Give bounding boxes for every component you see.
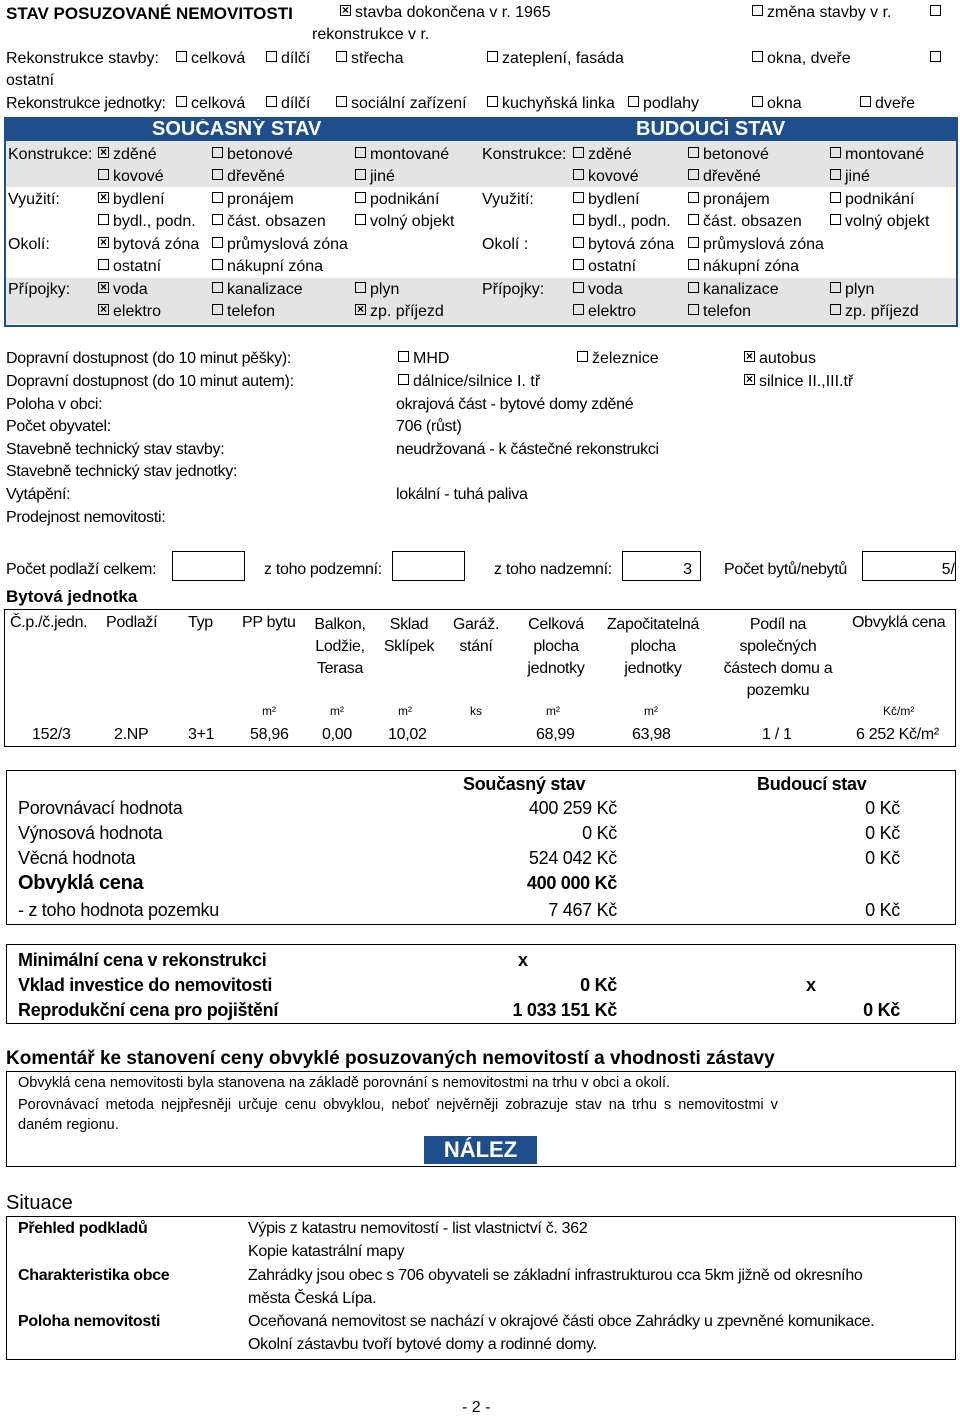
checkbox-icon[interactable]: [355, 147, 366, 158]
ju-celkova: m²: [546, 704, 560, 718]
oc-row-future: 0 Kč: [865, 900, 900, 920]
sit-line: Okolní zástavbu tvoří bytové domy a rodinné domy.: [248, 1336, 597, 1353]
checkbox-icon[interactable]: [573, 259, 584, 270]
rk-current-vklad: 0 Kč: [580, 975, 617, 995]
konstrukce-label: Konstrukce:: [8, 146, 93, 163]
rj-opt-podlahy: podlahy: [628, 95, 699, 113]
kf-kovove: kovové: [573, 168, 639, 186]
kf-drevene: dřevěné: [688, 168, 761, 186]
checkbox-icon[interactable]: [573, 214, 584, 225]
checkbox-icon[interactable]: [266, 96, 277, 107]
oc-row-current-obvykla: 400 000 Kč: [526, 873, 617, 893]
vf-cast-obsazen: část. obsazen: [688, 213, 802, 231]
pocet-obyv-label: Počet obyvatel:: [6, 418, 111, 435]
vytapeni-label: Vytápění:: [6, 486, 71, 503]
p-zp-prijezd: × zp. příjezd: [355, 303, 444, 321]
sit-line: Zahrádky jsou obec s 706 obyvateli se základní infrastrukturou cca 5km jižně od okresního: [248, 1267, 863, 1284]
o-bytova: × bytová zóna: [98, 236, 199, 254]
vf-bydleni: bydlení: [573, 191, 640, 209]
komentar-line3: daném regionu.: [18, 1117, 119, 1133]
pf-voda: voda: [573, 281, 623, 299]
rj-opt-socialni: sociální zařízení: [336, 95, 467, 113]
p-telefon: telefon: [212, 303, 275, 321]
oc-row-future: 0 Kč: [865, 823, 900, 843]
rj-opt-dilci: dílčí: [266, 95, 310, 113]
jr-podil: 1 / 1: [762, 726, 792, 743]
vyuziti-label: Využití:: [8, 191, 60, 208]
checkbox-icon[interactable]: [212, 147, 223, 158]
poloha-value: okrajová část - bytové domy zděné: [396, 396, 634, 413]
jr-zapocitatelna: 63,98: [632, 726, 671, 743]
byty-label: Počet bytů/nebytů: [724, 561, 847, 578]
podzemni-field[interactable]: [392, 551, 465, 581]
page-number: - 2 -: [462, 1399, 491, 1416]
komentar-line1: Obvyklá cena nemovitosti byla stanovena na základě porovnání s nemovitostmi na trhu v obci a okolí.: [18, 1075, 671, 1091]
kf-montovane: montované: [830, 146, 924, 164]
jh-cena: Obvyklá cena: [852, 614, 946, 631]
jh-balkon: Balkon, Lodžie, Terasa: [314, 616, 366, 677]
v-volny: volný objekt: [355, 213, 455, 231]
checkbox-checked-icon[interactable]: [744, 374, 755, 385]
rs-opt-ostatni: ostatní: [6, 72, 55, 89]
podlazi-celkem-label: Počet podlaží celkem:: [6, 561, 157, 578]
checkbox-icon[interactable]: [688, 214, 699, 225]
oc-row-label: - z toho hodnota pozemku: [18, 900, 219, 920]
o-prumyslova: průmyslová zóna: [212, 236, 348, 254]
p-plyn: plyn: [355, 281, 399, 299]
checkbox-icon[interactable]: [930, 51, 941, 62]
checkbox-icon[interactable]: [573, 169, 584, 180]
jr-cp: 152/3: [32, 726, 71, 743]
vf-volny: volný objekt: [830, 213, 930, 231]
oc-row-label-obvykla: Obvyklá cena: [18, 872, 144, 894]
dd-autobus: × autobus: [744, 350, 816, 368]
kf-betonove: betonové: [688, 146, 769, 164]
oc-current-head: Současný stav: [463, 774, 586, 794]
checkbox-icon[interactable]: [212, 304, 223, 315]
pripojky-label: Přípojky:: [8, 281, 71, 298]
checkbox-checked-icon[interactable]: [98, 192, 109, 203]
pf-kanalizace: kanalizace: [688, 281, 779, 299]
checkbox-icon[interactable]: [860, 96, 871, 107]
rj-opt-kuchynska: kuchyňská linka: [487, 95, 615, 113]
jr-typ: 3+1: [188, 726, 215, 743]
checkbox-icon[interactable]: [98, 169, 109, 180]
oc-row-current: 524 042 Kč: [528, 848, 617, 868]
jh-cp: Č.p./č.jedn.: [10, 614, 88, 631]
checkbox-icon[interactable]: [752, 96, 763, 107]
checkbox-checked-icon[interactable]: [98, 282, 109, 293]
nalez-banner: NÁLEZ: [424, 1136, 537, 1164]
k-zdene: × zděné: [98, 146, 157, 164]
pocet-obyv-value: 706 (růst): [396, 418, 462, 435]
jr-podlazi: 2.NP: [114, 726, 149, 743]
vf-podnikani: podnikání: [830, 191, 914, 209]
ju-pp: m²: [262, 704, 276, 718]
checkbox-icon[interactable]: [266, 51, 277, 62]
dd-mhd: MHD: [398, 350, 449, 368]
stavba-dokoncena: × stavba dokončena v r. 1965: [340, 4, 551, 22]
kf-zdene: zděné: [573, 146, 632, 164]
checkbox-checked-icon[interactable]: [340, 5, 351, 16]
o-nakupni: nákupní zóna: [212, 258, 323, 276]
checkbox-icon[interactable]: [688, 147, 699, 158]
pf-plyn: plyn: [830, 281, 874, 299]
k-betonove: betonové: [212, 146, 293, 164]
dd-silnice: × silnice II.,III.tř: [744, 373, 853, 391]
sit-line: Kopie katastrální mapy: [248, 1243, 405, 1260]
checkbox-icon[interactable]: [573, 147, 584, 158]
k-montovane: montované: [355, 146, 449, 164]
jednotka-title: Bytová jednotka: [6, 587, 138, 606]
checkbox-checked-icon[interactable]: [98, 147, 109, 158]
pripojky-label-future: Přípojky:: [482, 281, 545, 298]
dd-zeleznice: železnice: [577, 350, 659, 368]
v-podnikani: podnikání: [355, 191, 439, 209]
checkbox-icon[interactable]: [830, 304, 841, 315]
checkbox-icon[interactable]: [336, 96, 347, 107]
rekonstrukce-stavby-label: Rekonstrukce stavby:: [6, 50, 159, 67]
stav-stavby-value: neudržovaná - k částečné rekonstrukci: [396, 441, 659, 458]
jr-sklad: 10,02: [388, 726, 427, 743]
rekonstrukce-jednotky-label: Rekonstrukce jednotky:: [6, 95, 166, 112]
checkbox-icon[interactable]: [212, 214, 223, 225]
oc-row-current: 7 467 Kč: [548, 900, 617, 920]
zmena-stavby: změna stavby v r.: [752, 4, 892, 22]
checkbox-icon[interactable]: [573, 192, 584, 203]
v-cast-obsazen: část. obsazen: [212, 213, 326, 231]
checkbox-icon[interactable]: [752, 5, 763, 16]
prodejnost-label: Prodejnost nemovitosti:: [6, 509, 166, 526]
oc-row-current: 400 259 Kč: [528, 798, 617, 818]
rekonstrukce-checkbox: [930, 4, 945, 22]
vyuziti-label-future: Využití:: [482, 191, 534, 208]
oc-row-label: Výnosová hodnota: [18, 823, 163, 843]
checkbox-icon[interactable]: [355, 192, 366, 203]
ju-garaz: ks: [470, 704, 482, 718]
dd-dalnice: dálnice/silnice I. tř: [398, 373, 540, 391]
v-bydleni: × bydlení: [98, 191, 165, 209]
jh-celkova: Celková plocha jednotky: [527, 616, 585, 677]
checkbox-icon[interactable]: [688, 259, 699, 270]
rs-opt-zatepleni: zateplení, fasáda: [487, 50, 624, 68]
checkbox-checked-icon[interactable]: [98, 304, 109, 315]
k-drevene: dřevěné: [212, 168, 285, 186]
rk-label-min: Minimální cena v rekonstrukci: [18, 950, 267, 970]
k-kovove: kovové: [98, 168, 164, 186]
jh-garaz: Garáž. stání: [452, 616, 500, 655]
page-title: STAV POSUZOVANÉ NEMOVITOSTI: [6, 4, 293, 23]
pf-zp-prijezd: zp. příjezd: [830, 303, 919, 321]
konstrukce-label-future: Konstrukce:: [482, 146, 567, 163]
checkbox-icon[interactable]: [487, 96, 498, 107]
of-ostatni: ostatní: [573, 258, 636, 276]
checkbox-icon[interactable]: [336, 51, 347, 62]
vytapeni-value: lokální - tuhá paliva: [396, 486, 528, 503]
rs-opt-celkova: celková: [176, 50, 245, 68]
podlazi-celkem-field[interactable]: [172, 551, 245, 581]
jh-pp: PP bytu: [242, 614, 296, 631]
ju-sklad: m²: [398, 704, 412, 718]
rs-opt-okna: okna, dveře: [752, 50, 851, 68]
oc-row-current: 0 Kč: [582, 823, 617, 843]
sit-line: Oceňovaná nemovitost se nachází v okrajové části obce Zahrádky u zpevněné komunikace.: [248, 1313, 875, 1330]
checkbox-checked-icon[interactable]: [98, 237, 109, 248]
jr-pp: 58,96: [250, 726, 289, 743]
nadzemni-value: 3: [683, 561, 692, 578]
rk-future-vklad: x: [806, 975, 816, 995]
rj-opt-dvere: dveře: [860, 95, 915, 113]
rs-opt-dilci: dílčí: [266, 50, 310, 68]
checkbox-icon[interactable]: [830, 169, 841, 180]
komentar-line2: Porovnávací metoda nejpřesněji určuje cenu obvyklou, neboť nejvěrněji zobrazuje stav na trhu s nemovitostmi v: [18, 1097, 778, 1113]
ju-balkon: m²: [330, 704, 344, 718]
jr-celkova: 68,99: [536, 726, 575, 743]
checkbox-icon[interactable]: [688, 237, 699, 248]
checkbox-icon[interactable]: [688, 282, 699, 293]
sit-label-obec: Charakteristika obce: [18, 1267, 170, 1284]
nadzemni-label: z toho nadzemní:: [494, 561, 612, 578]
sit-line: města Česká Lípa.: [248, 1290, 377, 1307]
checkbox-icon[interactable]: [398, 374, 409, 385]
checkbox-icon[interactable]: [573, 304, 584, 315]
okoli-label-future: Okolí :: [482, 236, 529, 253]
jr-cena: 6 252 Kč/m²: [856, 726, 939, 743]
checkbox-checked-icon[interactable]: [355, 304, 366, 315]
oc-row-future: 0 Kč: [865, 798, 900, 818]
p-kanalizace: kanalizace: [212, 281, 303, 299]
ju-cena: Kč/m²: [883, 704, 915, 718]
vf-bydl-podn: bydl., podn.: [573, 213, 671, 231]
vf-pronajem: pronájem: [688, 191, 770, 209]
jr-balkon: 0,00: [322, 726, 352, 743]
checkbox-icon[interactable]: [355, 214, 366, 225]
k-jine: jiné: [355, 168, 395, 186]
v-bydl-podn: bydl., podn.: [98, 213, 196, 231]
pf-telefon: telefon: [688, 303, 751, 321]
poloha-label: Poloha v obci:: [6, 396, 103, 413]
checkbox-icon[interactable]: [752, 51, 763, 62]
sit-label-podklady: Přehled podkladů: [18, 1220, 148, 1237]
checkbox-icon[interactable]: [628, 96, 639, 107]
checkbox-icon[interactable]: [212, 259, 223, 270]
checkbox-icon[interactable]: [830, 192, 841, 203]
v-pronajem: pronájem: [212, 191, 294, 209]
pf-elektro: elektro: [573, 303, 636, 321]
of-nakupni: nákupní zóna: [688, 258, 799, 276]
komentar-title: Komentář ke stanovení ceny obvyklé posuzovaných nemovitostí a vhodnosti zástavy: [6, 1048, 775, 1069]
stav-jednotky-label: Stavebně technický stav jednotky:: [6, 463, 238, 480]
kf-jine: jiné: [830, 168, 870, 186]
checkbox-checked-icon[interactable]: [744, 351, 755, 362]
jh-typ: Typ: [188, 614, 213, 631]
of-prumyslova: průmyslová zóna: [688, 236, 824, 254]
checkbox-icon[interactable]: [176, 96, 187, 107]
p-voda: × voda: [98, 281, 148, 299]
checkbox-icon[interactable]: [830, 214, 841, 225]
checkbox-icon[interactable]: [830, 147, 841, 158]
sit-label-poloha: Poloha nemovitosti: [18, 1313, 161, 1330]
oc-row-label: Věcná hodnota: [18, 848, 136, 868]
rekonstrukce-vr: rekonstrukce v r.: [312, 26, 430, 43]
checkbox-icon[interactable]: [830, 282, 841, 293]
rk-future-repro: 0 Kč: [863, 1000, 900, 1020]
jh-podil: Podíl na společných částech domu a pozemku: [723, 616, 833, 699]
checkbox-icon[interactable]: [487, 51, 498, 62]
rs-opt-ostatni-cb: [930, 50, 945, 68]
stav-stavby-label: Stavebně technický stav stavby:: [6, 441, 225, 458]
jh-podlazi: Podlaží: [106, 614, 158, 631]
rj-opt-celkova: celková: [176, 95, 245, 113]
current-state-head: SOUČASNÝ STAV: [152, 118, 322, 140]
checkbox-icon[interactable]: [573, 237, 584, 248]
checkbox-icon[interactable]: [98, 214, 109, 225]
checkbox-icon[interactable]: [577, 351, 588, 362]
oc-row-label: Porovnávací hodnota: [18, 798, 183, 818]
checkbox-icon[interactable]: [688, 169, 699, 180]
checkbox-icon[interactable]: [355, 169, 366, 180]
jh-sklad: Sklad Sklípek: [383, 616, 435, 655]
byty-value: 5/: [941, 561, 955, 578]
checkbox-icon[interactable]: [176, 51, 187, 62]
o-ostatni: ostatní: [98, 258, 161, 276]
podzemni-label: z toho podzemní:: [264, 561, 382, 578]
rk-current-repro: 1 033 151 Kč: [512, 1000, 617, 1020]
future-state-head: BUDOUCÍ STAV: [636, 118, 786, 140]
checkbox-icon[interactable]: [212, 169, 223, 180]
checkbox-icon[interactable]: [212, 192, 223, 203]
of-bytova: bytová zóna: [573, 236, 674, 254]
checkbox-icon[interactable]: [212, 282, 223, 293]
checkbox-icon[interactable]: [398, 351, 409, 362]
checkbox-icon[interactable]: [355, 282, 366, 293]
okoli-label: Okolí:: [8, 236, 50, 253]
oc-row-future: 0 Kč: [865, 848, 900, 868]
rs-opt-strecha: střecha: [336, 50, 403, 68]
p-elektro: ×elektro: [98, 303, 161, 321]
situace-title: Situace: [6, 1192, 73, 1214]
jh-zapocitatelna: Započitatelná plocha jednotky: [606, 616, 700, 677]
sit-line: Výpis z katastru nemovitostí - list vlastnictví č. 362: [248, 1220, 588, 1237]
oc-future-head: Budoucí stav: [757, 774, 867, 794]
rj-opt-okna: okna: [752, 95, 802, 113]
checkbox-icon[interactable]: [688, 304, 699, 315]
rk-label-repro: Reprodukční cena pro pojištění: [18, 1000, 279, 1020]
checkbox-icon[interactable]: [930, 5, 941, 16]
dd-pesky-label: Dopravní dostupnost (do 10 minut pěšky):: [6, 350, 292, 367]
checkbox-icon[interactable]: [573, 282, 584, 293]
checkbox-icon[interactable]: [212, 237, 223, 248]
checkbox-icon[interactable]: [98, 259, 109, 270]
rk-label-vklad: Vklad investice do nemovitosti: [18, 975, 273, 995]
checkbox-icon[interactable]: [688, 192, 699, 203]
dd-autem-label: Dopravní dostupnost (do 10 minut autem):: [6, 373, 294, 390]
ju-zapocitatelna: m²: [644, 704, 658, 718]
rk-current-min: x: [518, 950, 528, 970]
